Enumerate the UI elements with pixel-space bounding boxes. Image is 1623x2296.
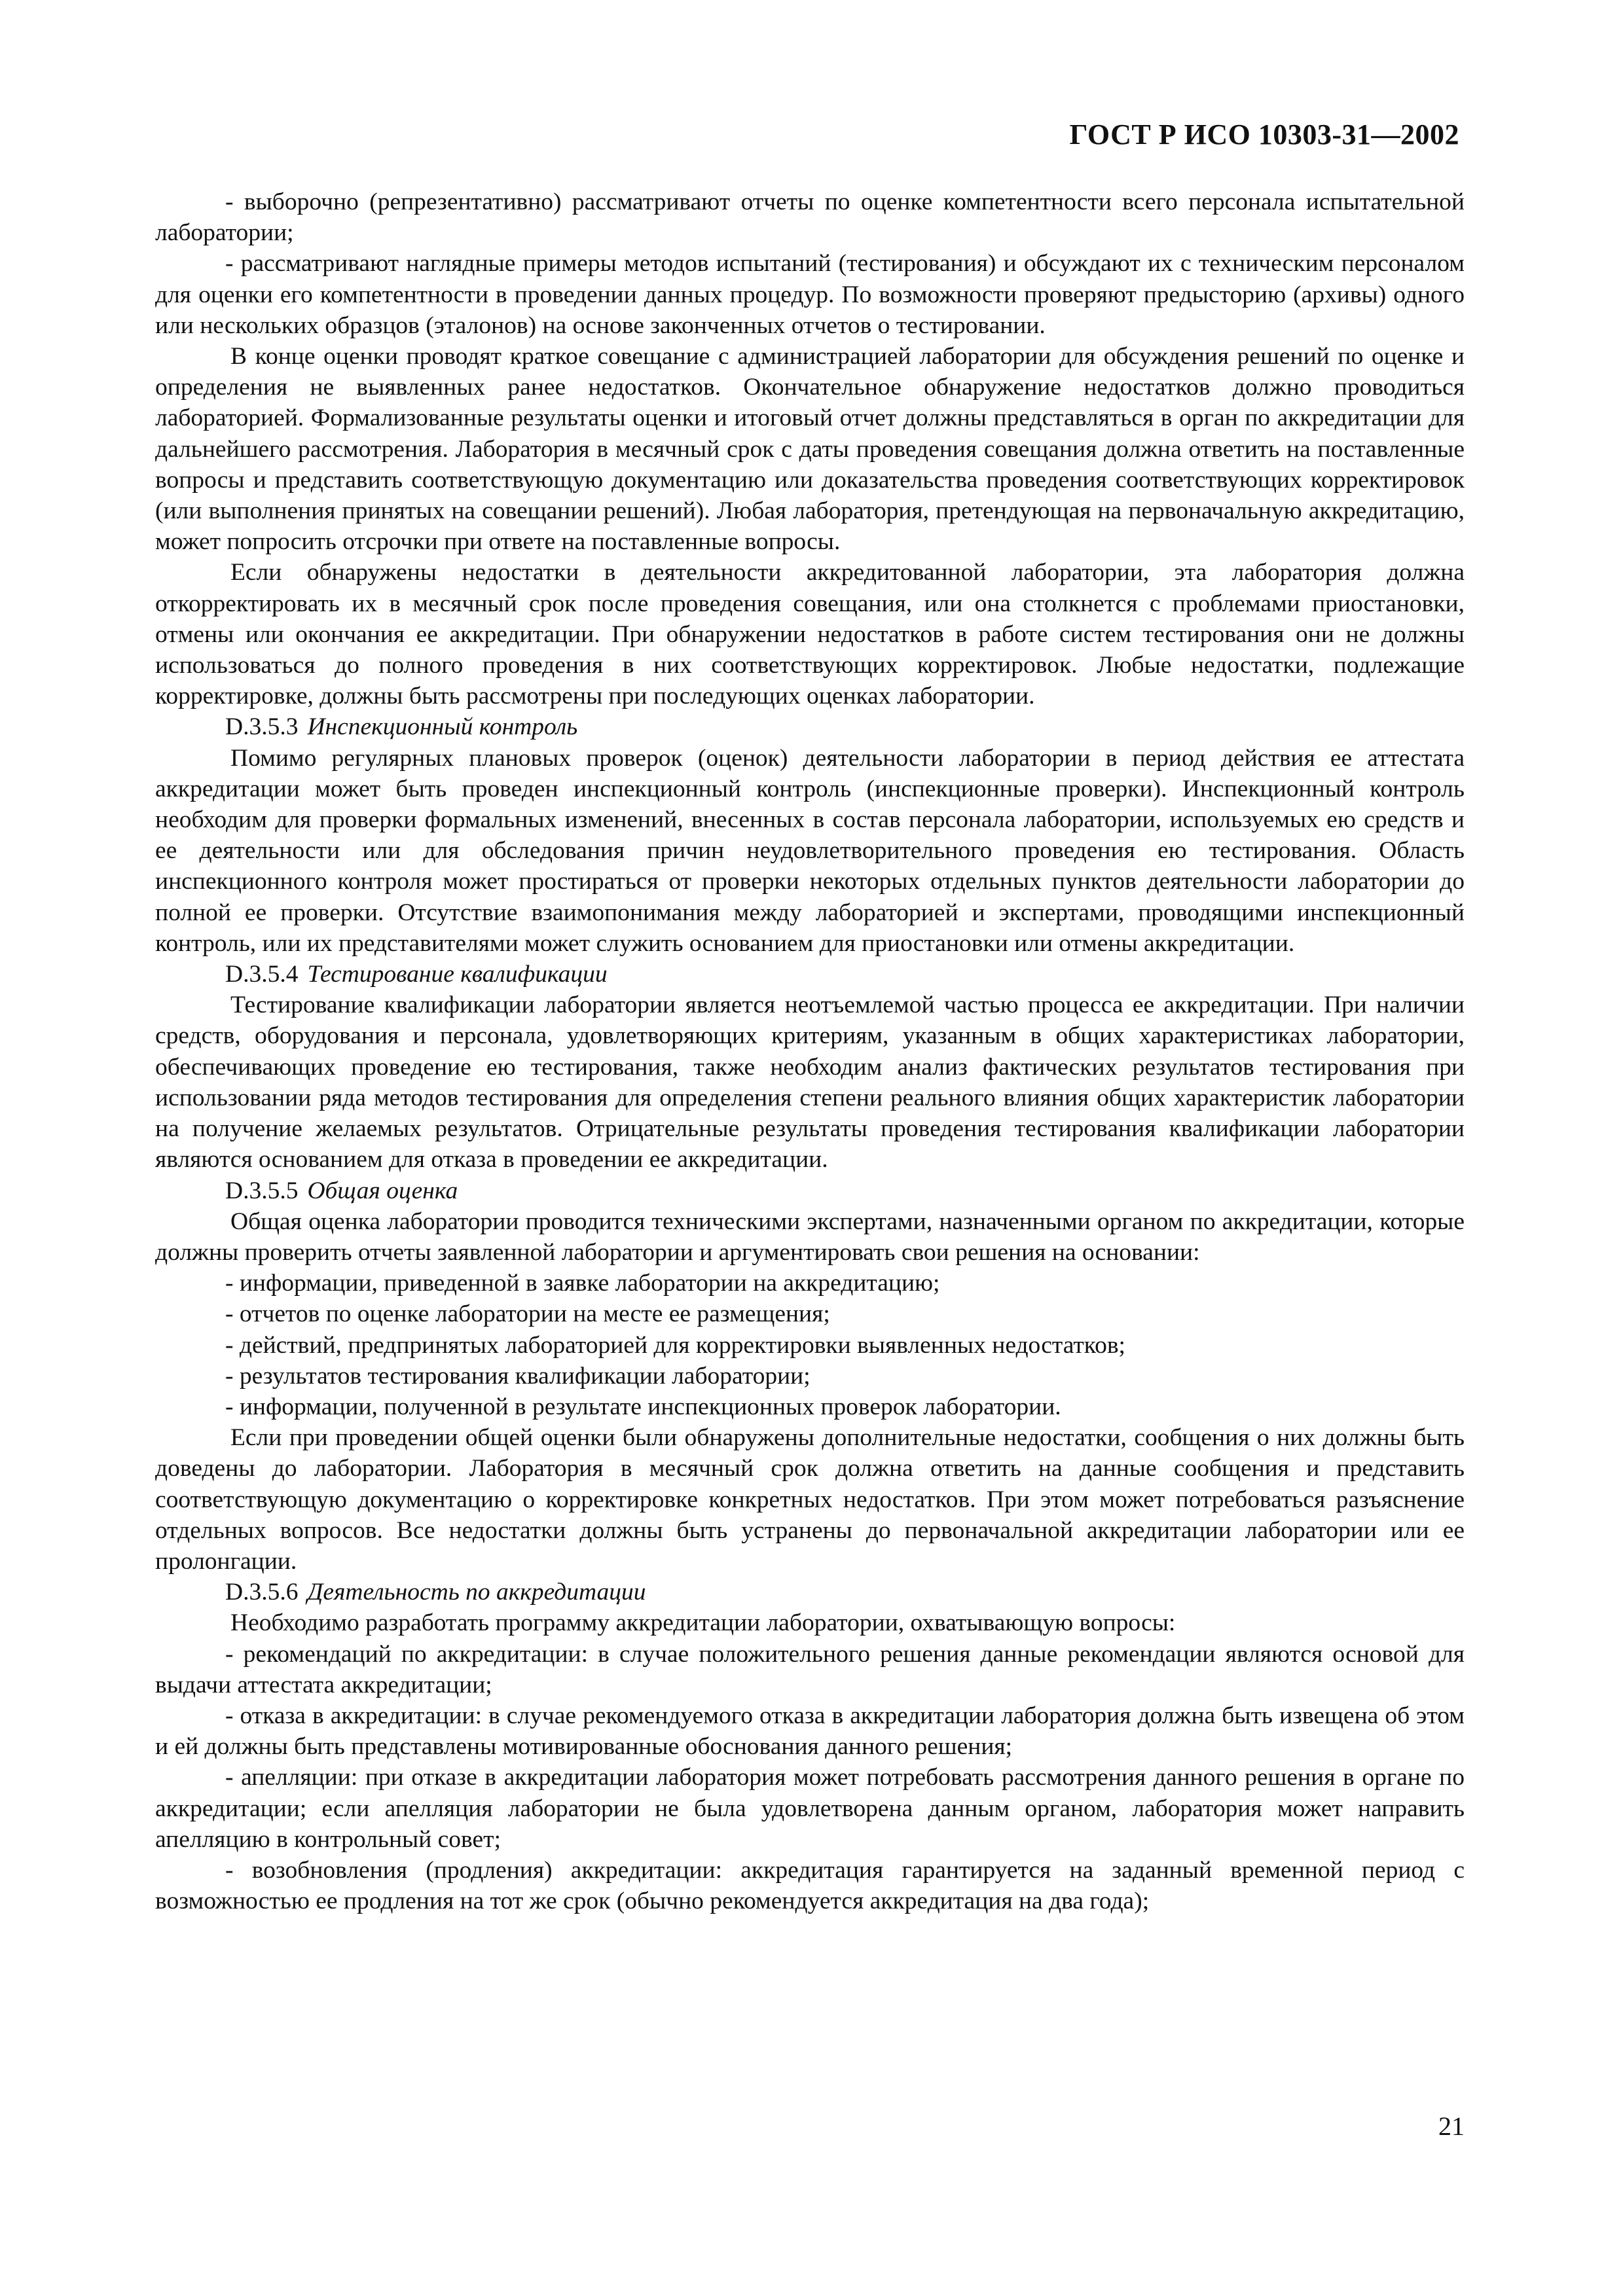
paragraph: - выборочно (репрезентативно) рассматривают отчеты по оценке компетентности всего персонала испытательной лаборатории; <box>155 188 1465 247</box>
list-item: - возобновления (продления) аккредитации: аккредитация гарантируется на заданный временной период с возможностью ее продления на тот же срок (обычно рекомендуется аккредитация на два года); <box>155 1856 1465 1915</box>
section-title: Инспекционный контроль <box>307 713 578 741</box>
section-title: Общая оценка <box>307 1177 458 1204</box>
paragraph: Тестирование квалификации лаборатории является неотъемлемой частью процесса ее аккредитации. При наличии средств, оборудования и персонала, удовлетворяющих критериям, указанным в общих характеристиках лаборатории, обеспечивающих проведение ею тестирования, также необходим анализ фактических результатов тестирования при использовании ряда методов тестирования для определения степени реального влияния общих характеристик лаборатории на получение желаемых результатов. Отрицательные результаты проведения тестирования квалификации лаборатории являются основанием для отказа в проведении ее аккредитации. <box>155 992 1465 1174</box>
paragraph: Помимо регулярных плановых проверок (оценок) деятельности лаборатории в период действия ее аттестата аккредитации может быть проведен инспекционный контроль (инспекционные проверки). Инспекционный контроль необходим для проверки формальных изменений, внесенных в состав персонала лаборатории, используемых ею средств и ее деятельности или для обследования причин неудовлетворительного проведения ею тестирования. Область инспекционного контроля может простираться от проверки некоторых отдельных пунктов деятельности лаборатории до полной ее проверки. Отсутствие взаимопонимания между лабораторией и экспертами, проводящими инспекционный контроль, или их представителями может служить основанием для приостановки или отмены аккредитации. <box>155 744 1465 957</box>
list-item: - отчетов по оценке лаборатории на месте ее размещения; <box>225 1300 830 1328</box>
section-title: Тестирование квалификации <box>307 961 608 988</box>
section-heading <box>155 1175 1465 1206</box>
document-body <box>155 187 1465 1916</box>
list-item: - рекомендаций по аккредитации: в случае положительного решения данные рекомендации являются основой для выдачи аттестата аккредитации; <box>155 1640 1465 1698</box>
list-item: - отказа в аккредитации: в случае рекомендуемого отказа в аккредитации лаборатория должна быть извещена об этом и ей должны быть представлены мотивированные обоснования данного решения; <box>155 1702 1465 1761</box>
list-item: - результатов тестирования квалификации лаборатории; <box>225 1362 811 1390</box>
paragraph: Необходимо разработать программу аккредитации лаборатории, охватывающую вопросы: <box>230 1609 1176 1637</box>
paragraph: Если обнаружены недостатки в деятельности аккредитованной лаборатории, эта лаборатория должна откорректировать их в месячный срок после проведения совещания, или она столкнется с проблемами приостановки, отмены или окончания ее аккредитации. При обнаружении недостатков в работе систем тестирования они не должны использоваться до полного проведения в них соответствующих корректировок. Любые недостатки, подлежащие корректировке, должны быть рассмотрены при последующих оценках лаборатории. <box>155 559 1465 710</box>
paragraph: В конце оценки проводят краткое совещание с администрацией лаборатории для обсуждения решений по оценке и определения не выявленных ранее недостатков. Окончательное обнаружение недостатков должно проводиться лабораторией. Формализованные результаты оценки и итоговый отчет должны представляться в орган по аккредитации для дальнейшего рассмотрения. Лаборатория в месячный срок с даты проведения совещания должна ответить на поставленные вопросы и представить соответствующую документацию или доказательства проведения соответствующих корректировок (или выполнения принятых на совещании решений). Любая лаборатория, претендующая на первоначальную аккредитацию, может попросить отсрочки при ответе на поставленные вопросы. <box>155 343 1465 556</box>
paragraph: Общая оценка лаборатории проводится техническими экспертами, назначенными органом по аккредитации, которые должны проверить отчеты заявленной лаборатории и аргументировать свои решения на основании: <box>155 1208 1465 1266</box>
standard-header: ГОСТ Р ИСО 10303-31—2002 <box>1069 118 1459 151</box>
section-number: D.3.5.6 <box>225 1579 299 1606</box>
paragraph: Если при проведении общей оценки были обнаружены дополнительные недостатки, сообщения о них должны быть доведены до лаборатории. Лаборатория в месячный срок должна ответить на данные сообщения и представить соответствующую документацию о корректировке конкретных недостатков. При этом может потребоваться разъяснение отдельных вопросов. Все недостатки должны быть устранены до первоначальной аккредитации лаборатории или ее пролонгации. <box>155 1424 1465 1575</box>
section-heading <box>155 959 1465 990</box>
page-number: 21 <box>1438 2111 1465 2141</box>
section-heading <box>155 1577 1465 1607</box>
list-item: - апелляции: при отказе в аккредитации лаборатория может потребовать рассмотрения данного решения в органе по аккредитации; если апелляция лаборатории не была удовлетворена данным органом, лаборатория может направить апелляцию в контрольный совет; <box>155 1764 1465 1853</box>
list-item: - действий, предпринятых лабораторией для корректировки выявленных недостатков; <box>225 1331 1125 1359</box>
section-heading <box>155 711 1465 742</box>
section-number: D.3.5.3 <box>225 713 299 741</box>
list-item: - информации, приведенной в заявке лаборатории на аккредитацию; <box>225 1270 940 1297</box>
section-number: D.3.5.5 <box>225 1177 299 1204</box>
section-title: Деятельность по аккредитации <box>307 1579 646 1606</box>
section-number: D.3.5.4 <box>225 961 299 988</box>
paragraph: - рассматривают наглядные примеры методов испытаний (тестирования) и обсуждают их с техническим персоналом для оценки его компетентности в проведении данных процедур. По возможности проверяют предысторию (архивы) одного или нескольких образцов (эталонов) на основе законченных отчетов о тестировании. <box>155 250 1465 339</box>
list-item: - информации, полученной в результате инспекционных проверок лаборатории. <box>225 1393 1061 1420</box>
